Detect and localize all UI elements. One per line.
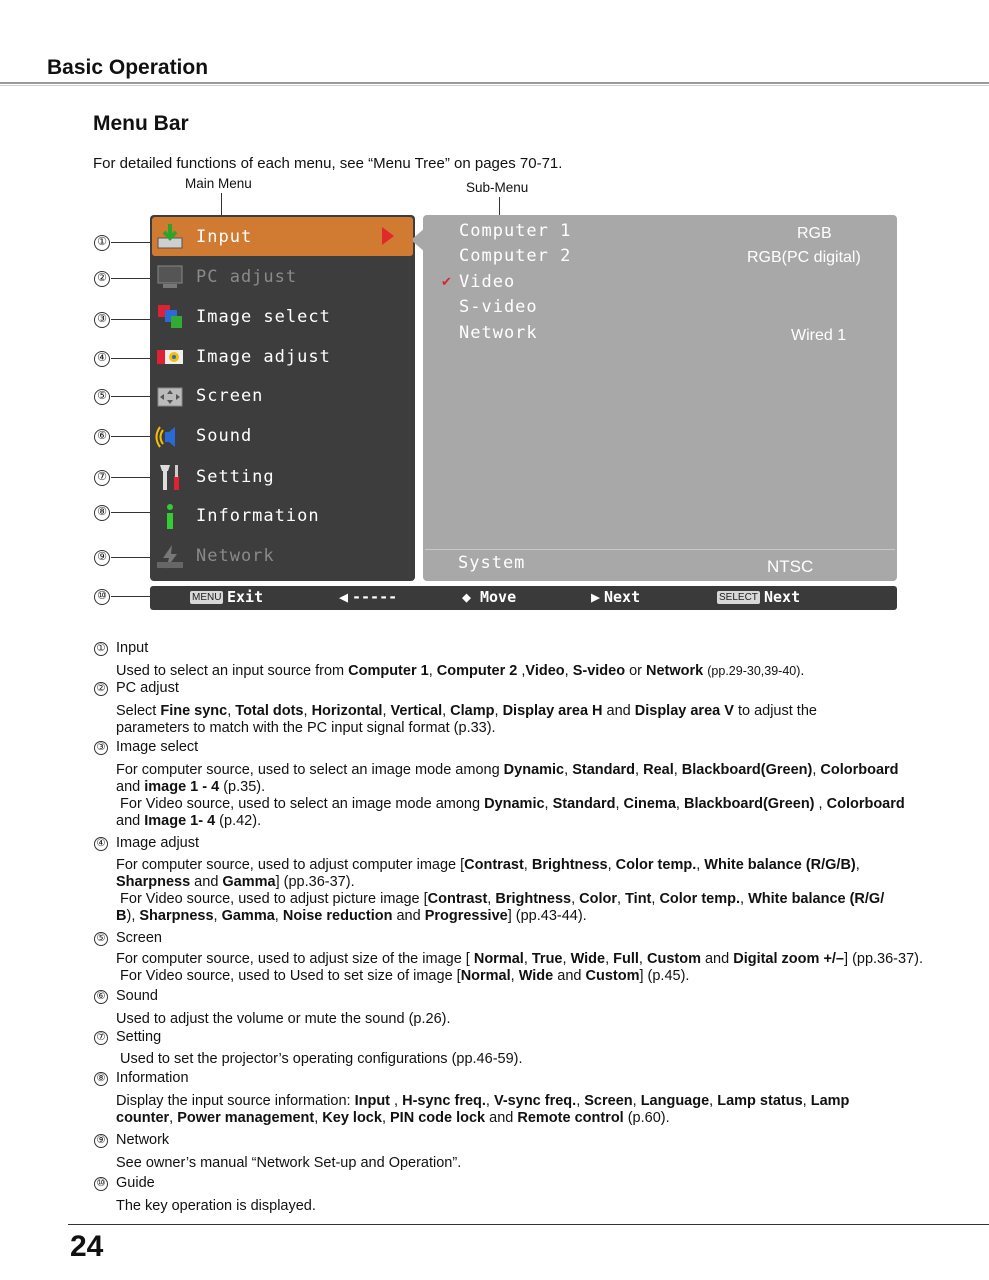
speaker-icon bbox=[155, 422, 185, 452]
guide-back: ----- bbox=[352, 588, 398, 606]
item-num-10: ⑩ bbox=[94, 1177, 108, 1191]
arrow-right-icon: ▶ bbox=[591, 588, 601, 606]
sub-item-network[interactable]: Network bbox=[459, 323, 538, 343]
callout-line bbox=[111, 436, 151, 437]
guide-move: Move bbox=[480, 588, 517, 606]
callout-7: ⑦ bbox=[94, 470, 110, 486]
selected-highlight bbox=[152, 217, 413, 256]
callout-line bbox=[111, 396, 151, 397]
callout-line bbox=[111, 242, 151, 243]
guide-exit: Exit bbox=[227, 588, 264, 606]
callout-5: ⑤ bbox=[94, 389, 110, 405]
item-head-screen: Screen bbox=[116, 930, 162, 946]
menu-item-image-adjust[interactable]: Image adjust bbox=[196, 347, 331, 367]
item-body-setting: Used to set the projector’s operating configurations (pp.46-59). bbox=[116, 1051, 523, 1067]
callout-line bbox=[111, 557, 151, 558]
main-menu-label: Main Menu bbox=[185, 176, 252, 191]
image-select-icon bbox=[155, 302, 185, 332]
page-title: Menu Bar bbox=[93, 112, 189, 135]
menu-item-input[interactable]: Input bbox=[196, 227, 253, 247]
header-rule bbox=[0, 82, 989, 84]
item-body-information: Display the input source information: Input , H-sync freq., V-sync freq., Screen, Language, Lamp status, Lamp counter, Power management, Key lock, PIN code lock and Remote control (p.60). bbox=[116, 1093, 850, 1126]
callout-10: ⑩ bbox=[94, 589, 110, 605]
sub-item-computer2[interactable]: Computer 2 bbox=[459, 246, 572, 266]
menu-item-network[interactable]: Network bbox=[196, 546, 275, 566]
callout-3: ③ bbox=[94, 312, 110, 328]
callout-6: ⑥ bbox=[94, 429, 110, 445]
osd-sub-menu bbox=[423, 215, 897, 581]
item-head-setting: Setting bbox=[116, 1029, 162, 1045]
network-value: Wired 1 bbox=[791, 327, 847, 344]
guide-next: Next bbox=[604, 588, 641, 606]
callout-line bbox=[111, 358, 151, 359]
callout-line bbox=[111, 596, 151, 597]
computer1-value: RGB bbox=[797, 225, 832, 242]
intro-text: For detailed functions of each menu, see “Menu Tree” on pages 70-71. bbox=[93, 155, 563, 172]
item-num-3: ③ bbox=[94, 741, 108, 755]
item-body-network: See owner’s manual “Network Set-up and Operation”. bbox=[116, 1155, 462, 1171]
section-title: Basic Operation bbox=[47, 56, 209, 79]
screen-icon bbox=[155, 382, 185, 412]
item-head-image-select: Image select bbox=[116, 739, 199, 755]
callout-line bbox=[111, 512, 151, 513]
header-rule-thin bbox=[0, 85, 989, 86]
computer2-value: RGB(PC digital) bbox=[747, 249, 861, 266]
system-label: System bbox=[458, 553, 526, 573]
sub-menu-pointer bbox=[411, 228, 425, 252]
callout-1: ① bbox=[94, 235, 110, 251]
image-adjust-icon bbox=[155, 342, 185, 372]
sub-item-video[interactable]: Video bbox=[459, 272, 516, 292]
input-icon bbox=[155, 222, 185, 252]
callout-2: ② bbox=[94, 271, 110, 287]
item-body-sound: Used to adjust the volume or mute the sound (p.26). bbox=[116, 1011, 451, 1027]
item-num-1: ① bbox=[94, 642, 108, 656]
item-head-image-adjust: Image adjust bbox=[116, 835, 200, 851]
menu-item-pc-adjust[interactable]: PC adjust bbox=[196, 267, 298, 287]
network-icon bbox=[155, 542, 185, 572]
menu-item-information[interactable]: Information bbox=[196, 506, 320, 526]
callout-9: ⑨ bbox=[94, 550, 110, 566]
menu-key-icon: MENU bbox=[192, 592, 222, 603]
callout-line bbox=[111, 278, 151, 279]
item-num-9: ⑨ bbox=[94, 1134, 108, 1148]
arrow-left-icon: ◀ bbox=[339, 588, 349, 606]
menu-item-sound[interactable]: Sound bbox=[196, 426, 253, 446]
callout-line bbox=[111, 319, 151, 320]
item-body-screen: For computer source, used to adjust size of the image [ Normal, True, Wide, Full, Custom and Digital zoom +/–] (pp.36-37). For Video source, used to Used to set size of image [Normal, Wide and Custom] (p.45). bbox=[116, 951, 924, 984]
arrow-up-down-icon: ◆ bbox=[462, 588, 472, 606]
sub-menu-label: Sub-Menu bbox=[466, 180, 529, 195]
item-head-pc-adjust: PC adjust bbox=[116, 680, 179, 696]
callout-line bbox=[111, 477, 151, 478]
item-body-pc-adjust: Select Fine sync, Total dots, Horizontal, Vertical, Clamp, Display area H and Display area V to adjust the parameters to match with the PC input signal format (p.33). bbox=[116, 703, 817, 736]
item-num-4: ④ bbox=[94, 837, 108, 851]
page-number: 24 bbox=[70, 1230, 104, 1263]
select-key-icon: SELECT bbox=[719, 592, 758, 603]
item-body-image-adjust: For computer source, used to adjust computer image [Contrast, Brightness, Color temp., White balance (R/G/B), Sharpness and Gamma] (pp.36-37). For Video source, used to adjust picture image [Contrast, Brightness, Color, Tint, Color temp., White balance (R/G/ B), Sharpness, Gamma, Noise reduction and Progressive] (pp.43-44). bbox=[116, 857, 885, 924]
menu-item-screen[interactable]: Screen bbox=[196, 386, 264, 406]
sub-item-computer1[interactable]: Computer 1 bbox=[459, 221, 572, 241]
item-body-guide: The key operation is displayed. bbox=[116, 1198, 316, 1214]
item-head-sound: Sound bbox=[116, 988, 158, 1004]
callout-8: ⑧ bbox=[94, 505, 110, 521]
item-num-8: ⑧ bbox=[94, 1072, 108, 1086]
footer-rule bbox=[68, 1224, 989, 1225]
chevron-right-icon bbox=[382, 227, 394, 245]
menu-item-image-select[interactable]: Image select bbox=[196, 307, 331, 327]
item-head-input: Input bbox=[116, 640, 149, 656]
item-head-information: Information bbox=[116, 1070, 189, 1086]
item-num-7: ⑦ bbox=[94, 1031, 108, 1045]
callout-4: ④ bbox=[94, 351, 110, 367]
guide-select-next: Next bbox=[764, 588, 801, 606]
item-num-5: ⑤ bbox=[94, 932, 108, 946]
item-body-input: Used to select an input source from Computer 1, Computer 2 ,Video, S-video or Network (pp.29-30,39-40). bbox=[116, 663, 805, 679]
item-num-2: ② bbox=[94, 682, 108, 696]
info-icon bbox=[155, 502, 185, 532]
item-head-network: Network bbox=[116, 1132, 170, 1148]
tools-icon bbox=[155, 462, 185, 492]
item-num-6: ⑥ bbox=[94, 990, 108, 1004]
sub-item-s-video[interactable]: S-video bbox=[459, 297, 538, 317]
item-head-guide: Guide bbox=[116, 1175, 155, 1191]
system-value: NTSC bbox=[767, 557, 814, 576]
system-divider bbox=[425, 549, 895, 550]
check-icon: ✔ bbox=[441, 274, 452, 289]
monitor-icon bbox=[155, 262, 185, 292]
item-body-image-select: For computer source, used to select an image mode among Dynamic, Standard, Real, Blackboard(Green), Colorboard and image 1 - 4 (p.35). For Video source, used to select an image mode among Dynamic, Standard, Cinema, Blackboard(Green) , Colorboard and Image 1- 4 (p.42). bbox=[116, 762, 905, 829]
menu-item-setting[interactable]: Setting bbox=[196, 467, 275, 487]
